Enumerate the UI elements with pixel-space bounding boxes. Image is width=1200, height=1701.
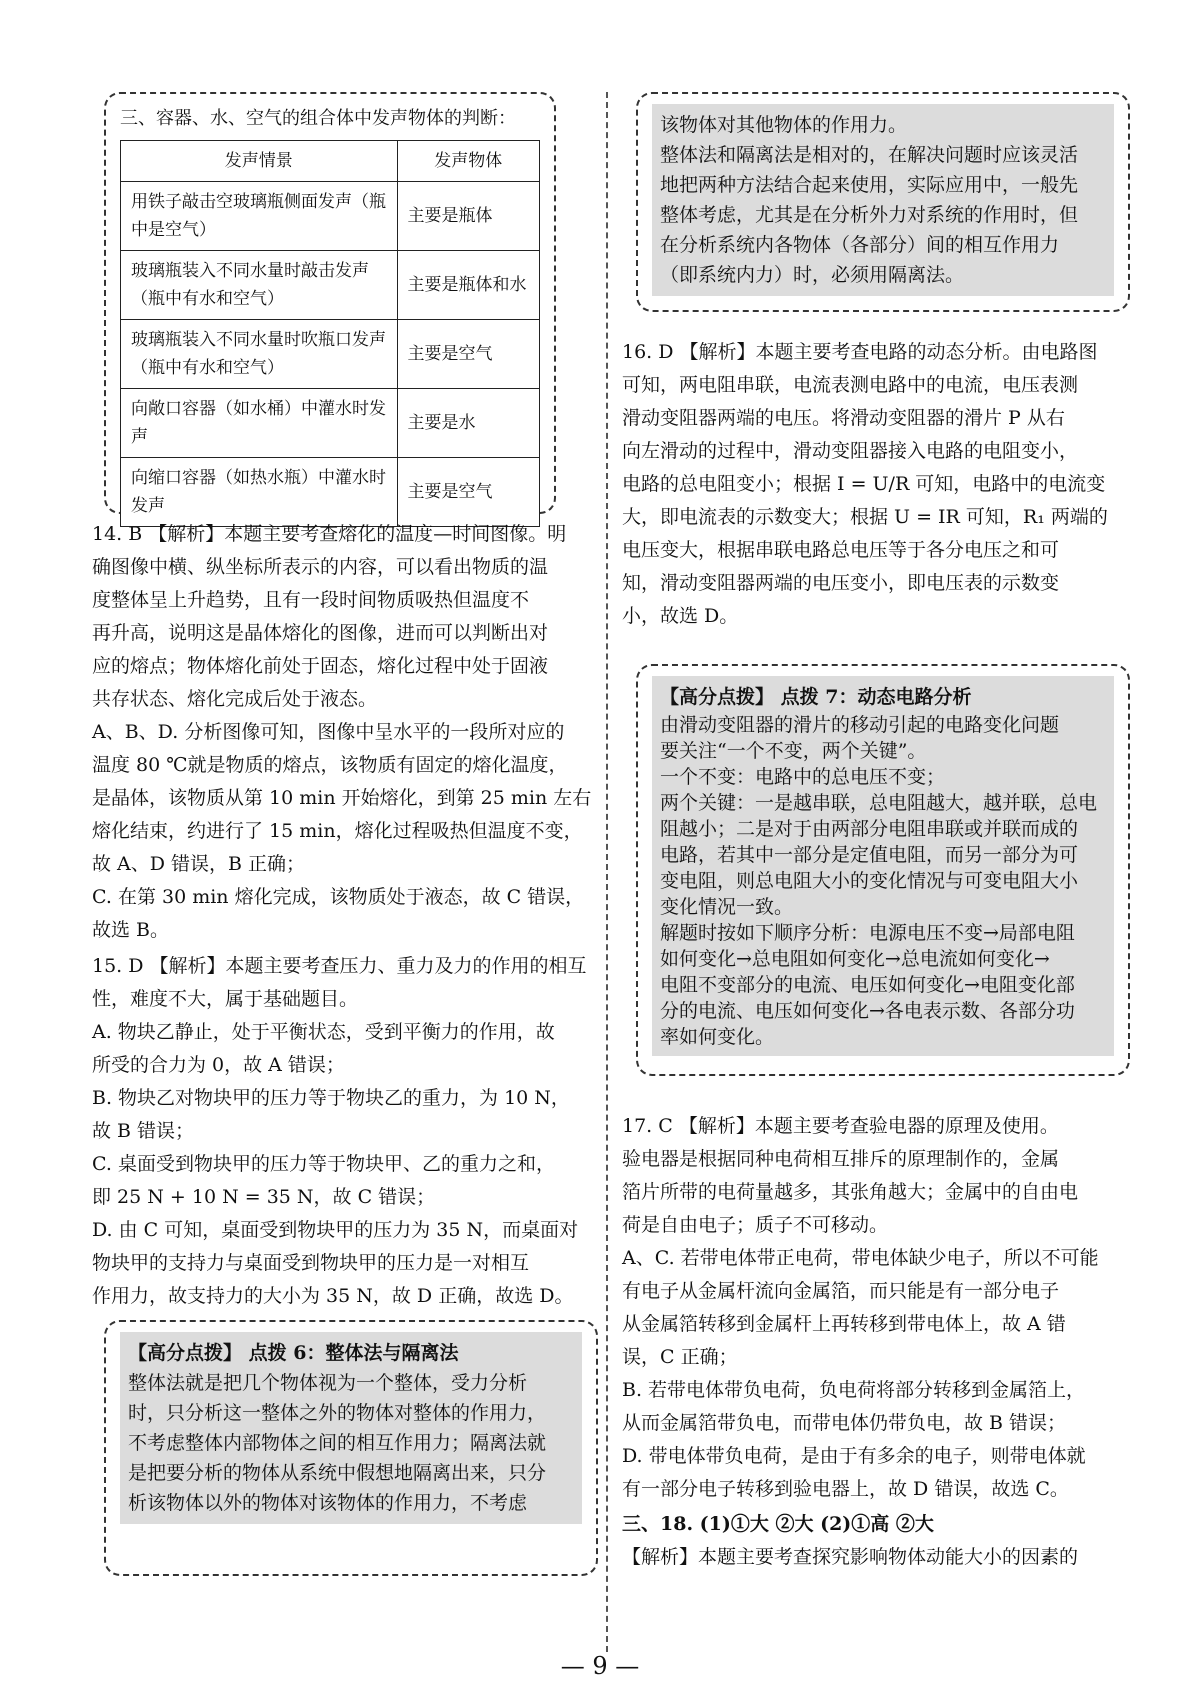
q15-line: A. 物块乙静止，处于平衡状态，受到平衡力的作用，故 xyxy=(92,1021,555,1043)
q17-line: B. 若带电体带负电荷，负电荷将部分转移到金属箔上， xyxy=(622,1379,1086,1401)
table-row xyxy=(121,182,540,251)
tip6-cont-line: 整体考虑，尤其是在分析外力对系统的作用时，但 xyxy=(660,204,1079,226)
tip7-line: 率如何变化。 xyxy=(660,1026,775,1048)
tip6-heading: 【高分点拨】 点拨 6：整体法与隔离法 xyxy=(128,1342,459,1364)
tip6-line: 是把要分析的物体从系统中假想地隔离出来，只分 xyxy=(128,1462,547,1484)
q17-line: 验电器是根据同种电荷相互排斥的原理制作的，金属 xyxy=(622,1148,1060,1170)
tip6-line: 整体法就是把几个物体视为一个整体，受力分析 xyxy=(128,1372,528,1394)
tip7-line: 由滑动变阻器的滑片的移动引起的电路变化问题 xyxy=(660,714,1060,736)
tip6-line: 不考虑整体内部物体之间的相互作用力；隔离法就 xyxy=(128,1432,547,1454)
q14-line: C. 在第 30 min 熔化完成，该物质处于液态，故 C 错误， xyxy=(92,886,585,908)
q17-line: 有一部分电子转移到验电器上，故 D 错误，故选 C。 xyxy=(622,1478,1069,1500)
q14-line: 再升高，说明这是晶体熔化的图像，进而可以判断出对 xyxy=(92,622,549,644)
sound-table-box xyxy=(104,92,556,514)
q17-line: 17. C 【解析】本题主要考查验电器的原理及使用。 xyxy=(622,1115,1059,1137)
table-row xyxy=(121,251,540,320)
q15-line: B. 物块乙对物块甲的压力等于物块乙的重力，为 10 N， xyxy=(92,1087,570,1109)
q14-line: 故选 B。 xyxy=(92,919,170,941)
q18-line: 【解析】本题主要考查探究影响物体动能大小的因素的 xyxy=(622,1546,1079,1568)
tip7-heading: 【高分点拨】 点拨 7：动态电路分析 xyxy=(660,686,972,708)
table-cell-object: 主要是水 xyxy=(397,389,539,458)
column-divider xyxy=(606,92,608,1652)
page-number: — 9 — xyxy=(560,1652,640,1680)
q16-line: 16. D 【解析】本题主要考查电路的动态分析。由电路图 xyxy=(622,341,1098,363)
q16-line: 知，滑动变阻器两端的电压变小，即电压表的示数变 xyxy=(622,572,1060,594)
q16-line: 大，即电流表的示数变大；根据 U = IR 可知，R₁ 两端的 xyxy=(622,506,1108,528)
table-row xyxy=(121,389,540,458)
tip6-line: 析该物体以外的物体对该物体的作用力，不考虑 xyxy=(128,1492,528,1514)
q18-section xyxy=(622,1508,1122,1574)
tip7-line: 变电阻，则总电阻大小的变化情况与可变电阻大小 xyxy=(660,870,1079,892)
q16-line: 可知，两电阻串联，电流表测电路中的电流，电压表测 xyxy=(622,374,1079,396)
q14-section xyxy=(92,518,592,947)
q16-line: 向左滑动的过程中，滑动变阻器接入电路的电阻变小， xyxy=(622,440,1079,462)
q15-line: 即 25 N + 10 N = 35 N，故 C 错误； xyxy=(92,1186,436,1208)
q17-line: A、C. 若带电体带正电荷，带电体缺少电子，所以不可能 xyxy=(622,1247,1099,1269)
q15-line: D. 由 C 可知，桌面受到物块甲的压力为 35 N，而桌面对 xyxy=(92,1219,579,1241)
q17-line: 有电子从金属杆流向金属箔，而只能是有一部分电子 xyxy=(622,1280,1060,1302)
tip7-line: 分的电流、电压如何变化→各电表示数、各部分功 xyxy=(660,1000,1075,1022)
q18-answer: 三、18. (1)①大 ②大 (2)①高 ②大 xyxy=(622,1513,934,1535)
tip7-line: 要关注“一个不变，两个关键”。 xyxy=(660,740,927,762)
q15-line: 物块甲的支持力与桌面受到物块甲的压力是一对相互 xyxy=(92,1252,530,1274)
table-row xyxy=(121,458,540,527)
q14-line: 是晶体，该物质从第 10 min 开始熔化，到第 25 min 左右 xyxy=(92,787,592,809)
tip7-line: 阻越小；二是对于由两部分电阻串联或并联而成的 xyxy=(660,818,1079,840)
q17-line: 从金属箔转移到金属杆上再转移到带电体上，故 A 错 xyxy=(622,1313,1066,1335)
q15-line: 性，难度不大，属于基础题目。 xyxy=(92,988,359,1010)
q14-line: 应的熔点；物体熔化前处于固态，熔化过程中处于固液 xyxy=(92,655,549,677)
tip6-box xyxy=(104,1320,598,1576)
tip6-continued-content xyxy=(652,104,1114,296)
q14-line: 温度 80 ℃就是物质的熔点，该物质有固定的熔化温度， xyxy=(92,754,568,776)
tip7-content xyxy=(652,676,1114,1056)
q16-line: 滑动变阻器两端的电压。将滑动变阻器的滑片 P 从右 xyxy=(622,407,1065,429)
q15-line: 作用力，故支持力的大小为 35 N，故 D 正确，故选 D。 xyxy=(92,1285,574,1307)
tip7-line: 解题时按如下顺序分析：电源电压不变→局部电阻 xyxy=(660,922,1075,944)
q17-line: 荷是自由电子；质子不可移动。 xyxy=(622,1214,889,1236)
tip7-line: 如何变化→总电阻如何变化→总电流如何变化→ xyxy=(660,948,1050,970)
q17-section xyxy=(622,1110,1122,1506)
q16-line: 电压变大，根据串联电路总电压等于各分电压之和可 xyxy=(622,539,1060,561)
table-cell-scene: 向缩口容器（如热水瓶）中灌水时发声 xyxy=(121,458,398,527)
q14-line: A、B、D. 分析图像可知，图像中呈水平的一段所对应的 xyxy=(92,721,565,743)
q14-line: 确图像中横、纵坐标所表示的内容，可以看出物质的温 xyxy=(92,556,549,578)
tip7-box xyxy=(636,664,1130,1076)
table-cell-object: 主要是瓶体 xyxy=(397,182,539,251)
q14-line: 共存状态、熔化完成后处于液态。 xyxy=(92,688,378,710)
q15-line: 15. D 【解析】本题主要考查压力、重力及力的作用的相互 xyxy=(92,955,587,977)
table-cell-object: 主要是空气 xyxy=(397,458,539,527)
table-header-scene: 发声情景 xyxy=(121,141,398,182)
q17-line: D. 带电体带负电荷，是由于有多余的电子，则带电体就 xyxy=(622,1445,1086,1467)
tip7-line: 电阻不变部分的电流、电压如何变化→电阻变化部 xyxy=(660,974,1075,996)
q15-line: 故 B 错误； xyxy=(92,1120,195,1142)
q15-line: C. 桌面受到物块甲的压力等于物块甲、乙的重力之和， xyxy=(92,1153,555,1175)
table-header-object: 发声物体 xyxy=(397,141,539,182)
q17-line: 误，C 正确； xyxy=(622,1346,738,1368)
q17-line: 箔片所带的电荷量越多，其张角越大；金属中的自由电 xyxy=(622,1181,1079,1203)
tip6-cont-line: 该物体对其他物体的作用力。 xyxy=(660,114,908,136)
q15-line: 所受的合力为 0，故 A 错误； xyxy=(92,1054,345,1076)
q15-section xyxy=(92,950,592,1313)
tip6-cont-line: 在分析系统内各物体（各部分）间的相互作用力 xyxy=(660,234,1060,256)
q14-line: 熔化结束，约进行了 15 min，熔化过程吸热但温度不变， xyxy=(92,820,583,842)
tip7-line: 两个关键：一是越串联，总电阻越大，越并联，总电 xyxy=(660,792,1098,814)
tip6-line: 时，只分析这一整体之外的物体对整体的作用力， xyxy=(128,1402,547,1424)
tip6-cont-line: （即系统内力）时，必须用隔离法。 xyxy=(660,264,965,286)
q14-line: 度整体呈上升趋势，且有一段时间物质吸热但温度不 xyxy=(92,589,530,611)
tip6-cont-line: 地把两种方法结合起来使用，实际应用中，一般先 xyxy=(660,174,1079,196)
q14-line: 14. B 【解析】本题主要考查熔化的温度—时间图像。明 xyxy=(92,523,567,545)
q16-line: 电路的总电阻变小；根据 I = U/R 可知，电路中的电流变 xyxy=(622,473,1106,495)
table-cell-object: 主要是瓶体和水 xyxy=(397,251,539,320)
q14-line: 故 A、D 错误，B 正确； xyxy=(92,853,306,875)
table-cell-scene: 向敞口容器（如水桶）中灌水时发声 xyxy=(121,389,398,458)
table-title: 三、容器、水、空气的组合体中发声物体的判断： xyxy=(120,108,516,129)
table-cell-scene: 用铁子敲击空玻璃瓶侧面发声（瓶中是空气） xyxy=(121,182,398,251)
q16-section xyxy=(622,336,1122,633)
table-cell-scene: 玻璃瓶装入不同水量时敲击发声（瓶中有水和空气） xyxy=(121,251,398,320)
tip7-line: 变化情况一致。 xyxy=(660,896,794,918)
table-row xyxy=(121,320,540,389)
tip7-line: 一个不变：电路中的总电压不变； xyxy=(660,766,946,788)
table-cell-object: 主要是空气 xyxy=(397,320,539,389)
tip6-continued-box xyxy=(636,92,1130,312)
tip6-content xyxy=(120,1332,582,1524)
tip6-cont-line: 整体法和隔离法是相对的，在解决问题时应该灵活 xyxy=(660,144,1079,166)
table-cell-scene: 玻璃瓶装入不同水量时吹瓶口发声（瓶中有水和空气） xyxy=(121,320,398,389)
sound-source-table xyxy=(120,140,540,527)
q16-line: 小，故选 D。 xyxy=(622,605,739,627)
tip7-line: 电路，若其中一部分是定值电阻，而另一部分为可 xyxy=(660,844,1079,866)
q17-line: 从而金属箔带负电，而带电体仍带负电，故 B 错误； xyxy=(622,1412,1067,1434)
